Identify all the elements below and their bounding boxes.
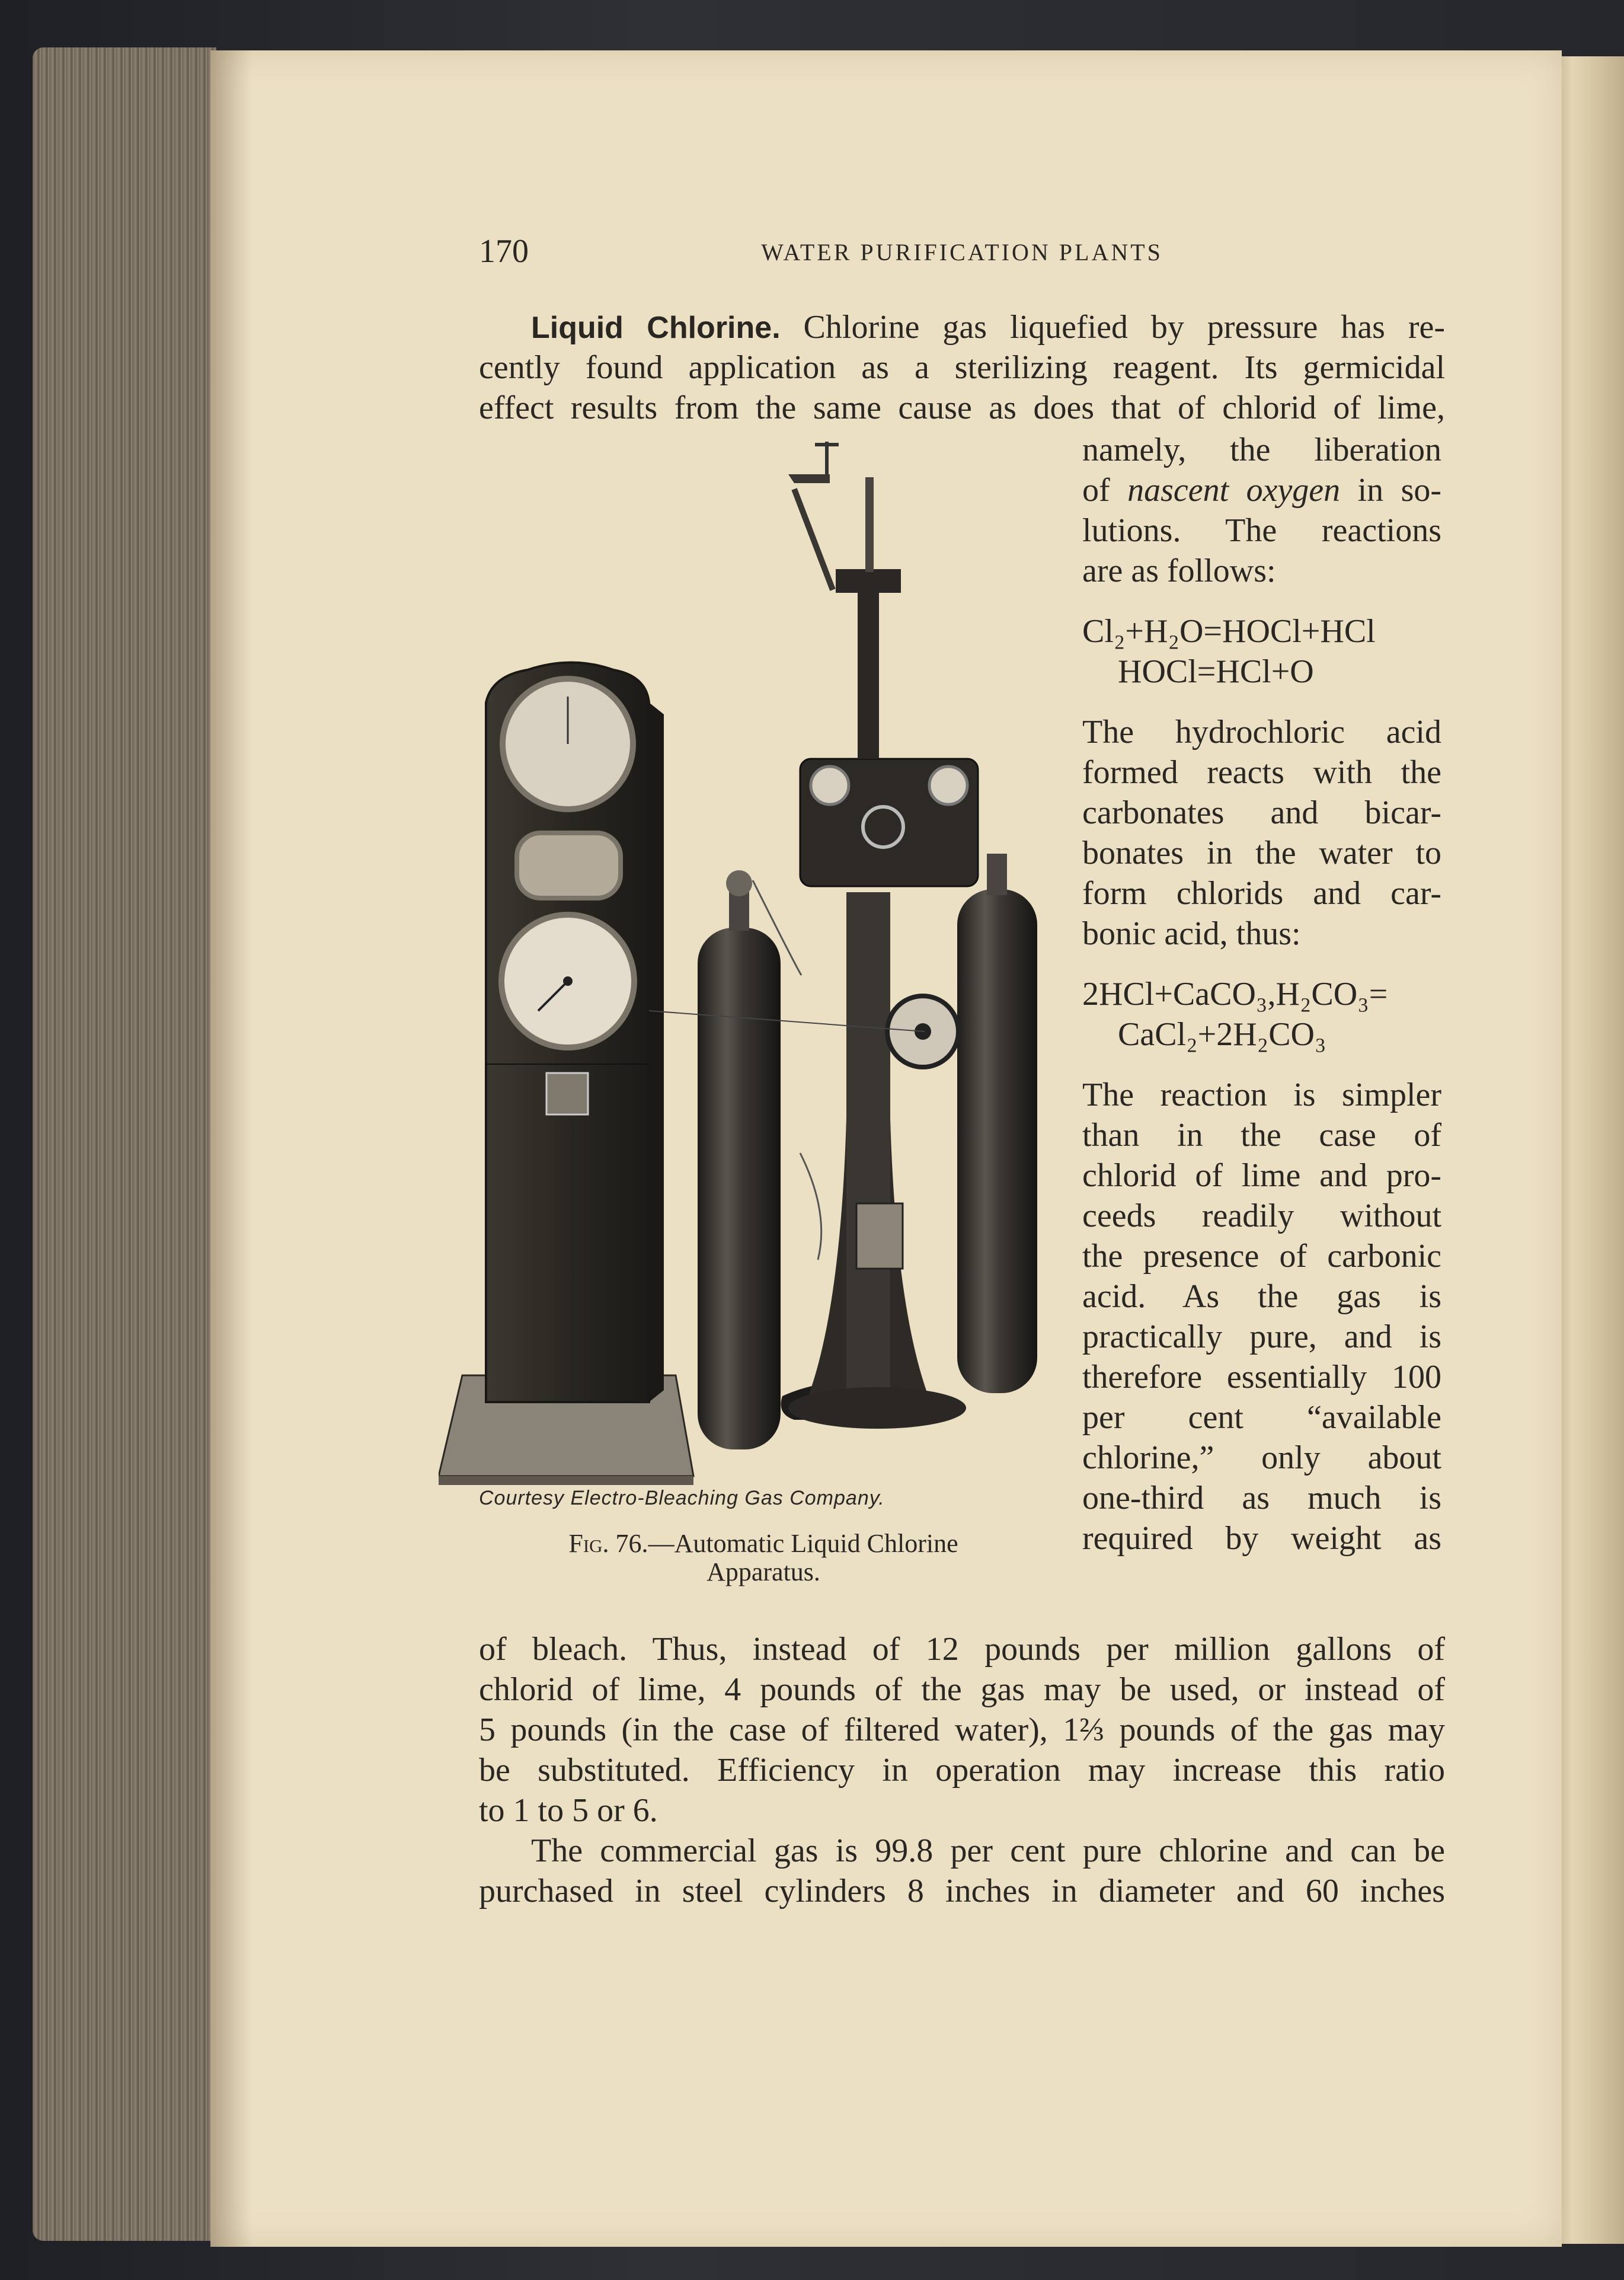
col-line: ceeds readily without	[1082, 1198, 1441, 1234]
lead-line-2: cently found application as a sterilizing reagent. Its germicidal	[479, 349, 1445, 386]
lead-paragraph	[479, 307, 1445, 428]
col-line-nascent	[1082, 470, 1441, 510]
body-line: purchased in steel cylinders 8 inches in diameter and 60 inches	[479, 1873, 1445, 1909]
facing-page-edge	[1556, 56, 1624, 2244]
lead-line-1: Chlorine gas liquefied by pressure has re-	[803, 309, 1445, 346]
col-line: The hydrochloric acid	[1082, 714, 1441, 751]
page-gutter-shadow	[210, 50, 252, 2247]
body-line: be substituted. Efficiency in operation may increase this ratio	[479, 1752, 1445, 1789]
col-line: The reaction is simpler	[1082, 1077, 1441, 1113]
col-line: are as follows:	[1082, 553, 1276, 589]
col-text: of	[1082, 472, 1110, 509]
col-line: therefore essentially 100	[1082, 1359, 1441, 1396]
figure-caption-text: —Automatic Liquid Chlorine	[648, 1529, 958, 1558]
body-line: 5 pounds (in the case of filtered water), 1⅔ pounds of the gas may	[479, 1711, 1445, 1748]
col-line: than in the case of	[1082, 1117, 1441, 1154]
col-line: bonic acid, thus:	[1082, 915, 1301, 952]
figure-number: Fig. 76.	[568, 1529, 648, 1558]
col-line: carbonates and bicar-	[1082, 794, 1441, 831]
continued-paragraph	[479, 1629, 1445, 1911]
figure-caption	[479, 1529, 1048, 1586]
page-stack-left	[33, 47, 216, 2241]
running-head	[479, 232, 1445, 274]
page-number: 170	[479, 233, 529, 270]
col-line: chlorine,” only about	[1082, 1439, 1441, 1476]
equation-4: CaCl₂+2H₂CO₃	[1118, 1016, 1326, 1053]
col-line: formed reacts with the	[1082, 754, 1441, 791]
side-column	[1082, 430, 1441, 1559]
equation-1: Cl₂+H₂O=HOCl+HCl	[1082, 613, 1376, 650]
col-line: per cent “available	[1082, 1399, 1441, 1436]
col-line: form chlorids and car-	[1082, 875, 1441, 912]
equation-2: HOCl=HCl+O	[1118, 653, 1314, 690]
running-head-title: WATER PURIFICATION PLANTS	[761, 239, 1163, 266]
chlorine-apparatus-illustration	[439, 442, 1043, 1485]
lead-line-3: effect results from the same cause as does that of chlorid of lime,	[479, 389, 1445, 426]
figure-credit: Courtesy Electro-Bleaching Gas Company.	[479, 1487, 885, 1509]
body-line: The commercial gas is 99.8 per cent pure chlorine and can be	[531, 1832, 1445, 1869]
body-line: to 1 to 5 or 6.	[479, 1792, 658, 1829]
col-line: chlorid of lime and pro-	[1082, 1157, 1441, 1194]
col-text: in so-	[1357, 472, 1442, 509]
body-line: of bleach. Thus, instead of 12 pounds per million gallons of	[479, 1631, 1445, 1668]
section-heading: Liquid Chlorine.	[531, 311, 781, 345]
equation-3: 2HCl+CaCO₃,H₂CO₃=	[1082, 976, 1388, 1013]
col-emphasis: nascent oxygen	[1127, 472, 1341, 509]
col-line: practically pure, and is	[1082, 1318, 1441, 1355]
figure-caption-line-2: Apparatus.	[706, 1557, 820, 1586]
col-line: lutions. The reactions	[1082, 512, 1441, 549]
col-line: one-third as much is	[1082, 1480, 1441, 1516]
col-line: acid. As the gas is	[1082, 1278, 1441, 1315]
col-line: the presence of carbonic	[1082, 1238, 1441, 1275]
body-line: chlorid of lime, 4 pounds of the gas may be used, or instead of	[479, 1671, 1445, 1708]
col-line: bonates in the water to	[1082, 835, 1441, 871]
col-line: namely, the liberation	[1082, 432, 1441, 468]
col-line: required by weight as	[1082, 1520, 1441, 1557]
